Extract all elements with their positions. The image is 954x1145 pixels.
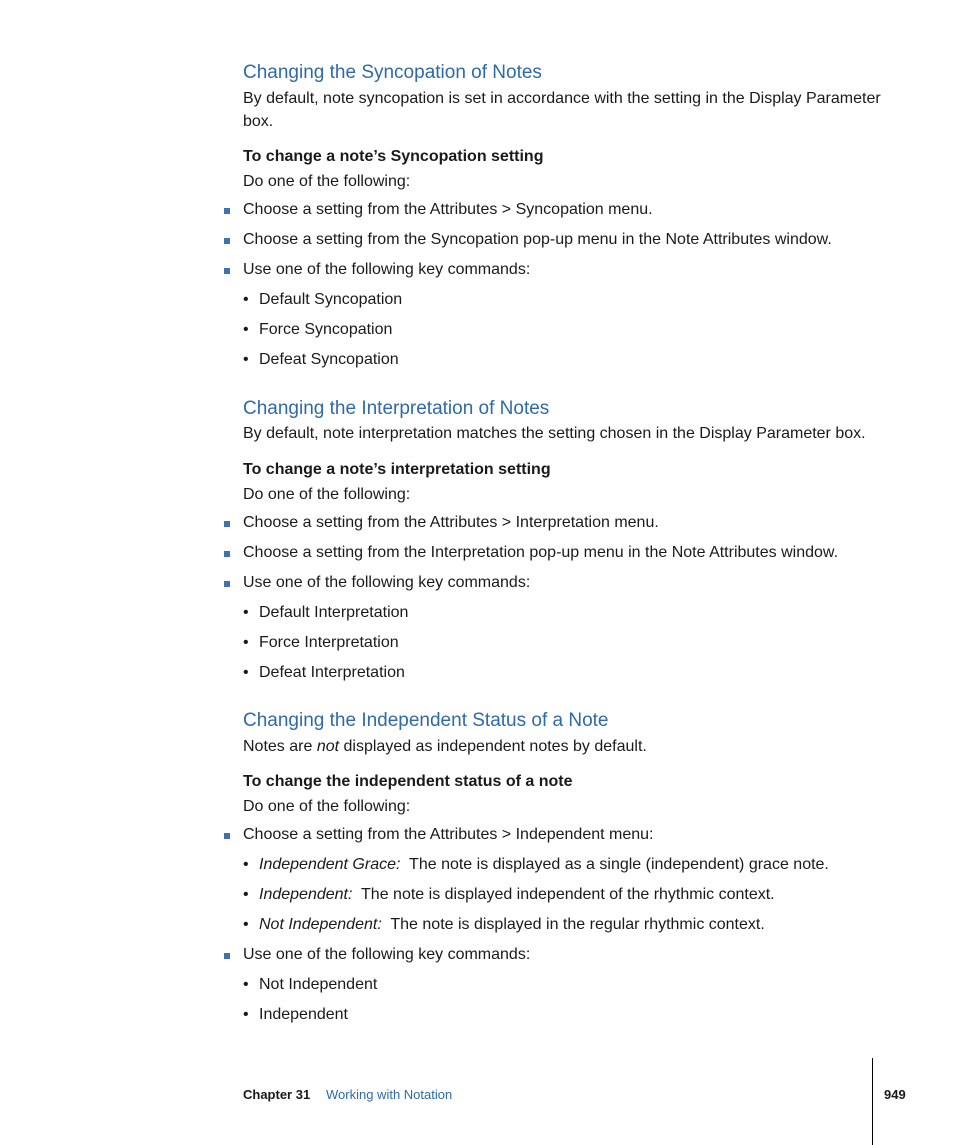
- square-bullet-icon: [224, 551, 230, 557]
- sub-list-item: Independent: [259, 1006, 348, 1023]
- dot-bullet-icon: •: [243, 351, 249, 368]
- sub-list-item: Defeat Syncopation: [259, 351, 399, 368]
- dot-bullet-icon: •: [243, 856, 249, 873]
- option-term: Independent Grace:: [259, 856, 401, 873]
- footer-chapter-title[interactable]: Working with Notation: [326, 1087, 453, 1102]
- section-heading-independent: Changing the Independent Status of a Note: [243, 710, 609, 731]
- section-heading-interpretation: Changing the Interpretation of Notes: [243, 398, 550, 419]
- square-bullet-icon: [224, 238, 230, 244]
- square-bullet-icon: [224, 208, 230, 214]
- section-intro: By default, note syncopation is set in accordance with the setting in the Display Parameter: [243, 90, 881, 107]
- list-item: Choose a setting from the Attributes > Interpretation menu.: [243, 514, 659, 531]
- dot-bullet-icon: •: [243, 916, 249, 933]
- section-heading-syncopation: Changing the Syncopation of Notes: [243, 62, 542, 83]
- list-item: Use one of the following key commands:: [243, 574, 531, 591]
- sub-list-item: Not Independent: [259, 976, 378, 993]
- option-desc: The note is displayed in the regular rhythmic context.: [390, 916, 765, 933]
- section-intro: box.: [243, 113, 274, 130]
- dot-bullet-icon: •: [243, 634, 249, 651]
- intro-emphasis: not: [316, 738, 340, 755]
- list-item: Choose a setting from the Syncopation pop-up menu in the Note Attributes window.: [243, 231, 832, 248]
- intro-text: Notes are: [243, 738, 317, 755]
- option-term: Not Independent:: [259, 916, 382, 933]
- sub-list-item: Force Syncopation: [259, 321, 393, 338]
- list-item: Use one of the following key commands:: [243, 261, 531, 278]
- section-intro: By default, note interpretation matches the setting chosen in the Display Parameter box.: [243, 425, 866, 442]
- option-desc: The note is displayed independent of the rhythmic context.: [361, 886, 775, 903]
- sub-list-item: Defeat Interpretation: [259, 664, 405, 681]
- list-item: Choose a setting from the Attributes > Independent menu:: [243, 826, 654, 843]
- dot-bullet-icon: •: [243, 664, 249, 681]
- dot-bullet-icon: •: [243, 604, 249, 621]
- option-item: [259, 886, 775, 904]
- list-item: Choose a setting from the Interpretation pop-up menu in the Note Attributes window.: [243, 544, 839, 561]
- square-bullet-icon: [224, 521, 230, 527]
- sub-list-item: Default Interpretation: [259, 604, 409, 621]
- task-heading: To change a note’s Syncopation setting: [243, 148, 544, 165]
- section-intro: [243, 735, 647, 758]
- list-item: Choose a setting from the Attributes > Syncopation menu.: [243, 201, 653, 218]
- dot-bullet-icon: •: [243, 886, 249, 903]
- dot-bullet-icon: •: [243, 1006, 249, 1023]
- dot-bullet-icon: •: [243, 976, 249, 993]
- square-bullet-icon: [224, 953, 230, 959]
- footer-chapter: Chapter 31: [243, 1087, 311, 1102]
- intro-text: displayed as independent notes by default.: [339, 738, 647, 755]
- task-heading: To change a note’s interpretation setting: [243, 461, 551, 478]
- dot-bullet-icon: •: [243, 291, 249, 308]
- square-bullet-icon: [224, 833, 230, 839]
- sub-list-item: Force Interpretation: [259, 634, 399, 651]
- option-item: [259, 856, 829, 874]
- page-number: 949: [884, 1087, 906, 1102]
- option-item: [259, 916, 765, 934]
- dot-bullet-icon: •: [243, 321, 249, 338]
- task-heading: To change the independent status of a note: [243, 773, 573, 790]
- list-item: Use one of the following key commands:: [243, 946, 531, 963]
- square-bullet-icon: [224, 268, 230, 274]
- option-term: Independent:: [259, 886, 353, 903]
- square-bullet-icon: [224, 581, 230, 587]
- instruction: Do one of the following:: [243, 486, 411, 503]
- option-desc: The note is displayed as a single (independent) grace note.: [409, 856, 829, 873]
- sub-list-item: Default Syncopation: [259, 291, 403, 308]
- instruction: Do one of the following:: [243, 798, 411, 815]
- footer-divider: [872, 1058, 873, 1145]
- instruction: Do one of the following:: [243, 173, 411, 190]
